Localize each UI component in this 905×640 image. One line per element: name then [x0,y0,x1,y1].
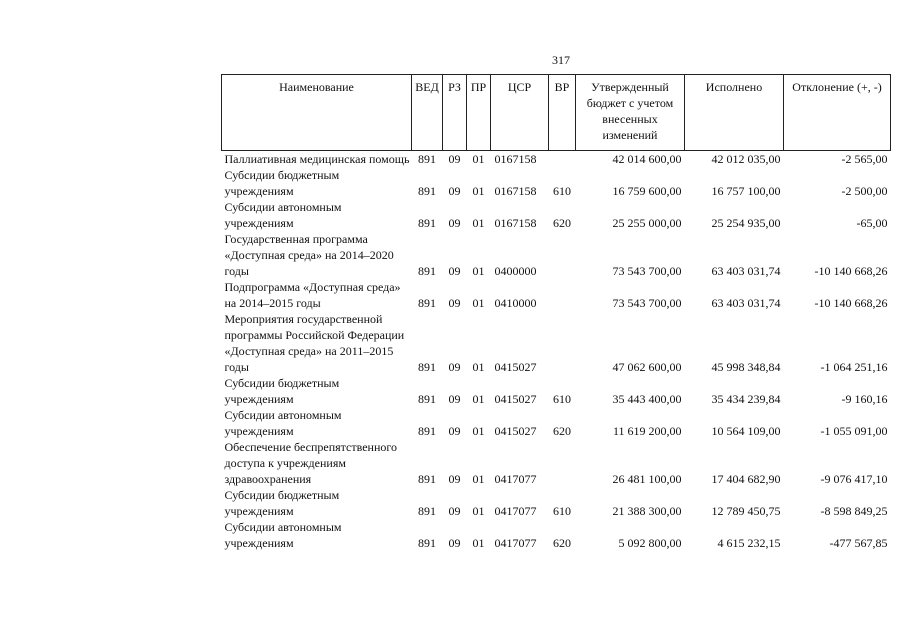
cell-rz: 09 [448,472,461,486]
cell-pr: 01 [472,152,485,166]
cell-rz: 09 [448,184,461,198]
table-row [222,151,891,168]
cell-deviation: -1 064 251,16 [820,360,888,374]
cell-name: Субсидии автономным учреждениям [224,520,342,550]
cell-executed: 10 564 109,00 [711,424,781,438]
cell-executed: 35 434 239,84 [711,392,781,406]
cell-rz: 09 [448,360,461,374]
cell-approved: 26 481 100,00 [612,472,682,486]
cell-approved: 16 759 600,00 [612,184,682,198]
cell-rz: 09 [448,152,461,166]
cell-vr [549,279,576,311]
header-executed: Исполнено [685,75,784,151]
cell-vr: 620 [553,424,571,438]
cell-executed: 12 789 450,75 [711,504,781,518]
cell-pr: 01 [472,184,485,198]
cell-ved: 891 [418,184,436,198]
cell-name: Обеспечение беспрепятственного доступа к учреждениям здравоохранения [224,440,397,486]
cell-ved: 891 [418,472,436,486]
table-row [222,167,891,199]
cell-ved: 891 [418,216,436,230]
cell-deviation: -65,00 [856,216,888,230]
cell-executed: 4 615 232,15 [717,536,781,550]
cell-pr: 01 [472,536,485,550]
cell-csr: 0417077 [494,472,537,486]
cell-vr: 610 [553,392,571,406]
cell-csr: 0410000 [494,296,537,310]
cell-executed: 25 254 935,00 [711,216,781,230]
cell-csr: 0417077 [494,536,537,550]
cell-approved: 5 092 800,00 [618,536,682,550]
cell-vr: 620 [553,216,571,230]
table-row [222,439,891,487]
cell-ved: 891 [418,296,436,310]
cell-approved: 47 062 600,00 [612,360,682,374]
cell-rz: 09 [448,264,461,278]
cell-csr: 0415027 [494,424,537,438]
header-ved: ВЕД [412,75,443,151]
cell-approved: 42 014 600,00 [612,152,682,166]
cell-deviation: -2 500,00 [841,184,888,198]
table-row [222,407,891,439]
header-rz: РЗ [443,75,467,151]
cell-rz: 09 [448,296,461,310]
cell-csr: 0417077 [494,504,537,518]
cell-pr: 01 [472,296,485,310]
cell-pr: 01 [472,360,485,374]
cell-name: Субсидии автономным учреждениям [224,200,342,230]
cell-executed: 45 998 348,84 [711,360,781,374]
cell-ved: 891 [418,152,436,166]
cell-rz: 09 [448,392,461,406]
header-pr: ПР [467,75,491,151]
cell-vr [549,311,576,375]
cell-deviation: -9 160,16 [841,392,888,406]
cell-ved: 891 [418,392,436,406]
cell-executed: 63 403 031,74 [711,264,781,278]
header-deviation: Отклонение (+, -) [784,75,891,151]
cell-csr: 0400000 [494,264,537,278]
cell-vr: 610 [553,504,571,518]
cell-approved: 11 619 200,00 [612,424,682,438]
cell-name: Субсидии бюджетным учреждениям [224,376,340,406]
cell-deviation: -477 567,85 [829,536,888,550]
cell-deviation: -2 565,00 [841,152,888,166]
cell-vr [549,151,576,168]
cell-ved: 891 [418,536,436,550]
budget-table [221,74,891,551]
table-body [222,151,891,552]
cell-deviation: -8 598 849,25 [820,504,888,518]
cell-pr: 01 [472,264,485,278]
cell-rz: 09 [448,504,461,518]
header-csr: ЦСР [491,75,549,151]
cell-rz: 09 [448,424,461,438]
cell-name: Государственная программа «Доступная среда» на 2014–2020 годы [224,232,394,278]
cell-pr: 01 [472,424,485,438]
cell-csr: 0415027 [494,360,537,374]
cell-approved: 73 543 700,00 [612,296,682,310]
page-number: 317 [552,53,570,67]
table-row [222,375,891,407]
cell-approved: 35 443 400,00 [612,392,682,406]
cell-rz: 09 [448,216,461,230]
cell-name: Подпрограмма «Доступная среда» на 2014–2015 годы [224,280,401,310]
cell-ved: 891 [418,424,436,438]
cell-vr [549,439,576,487]
table-row [222,279,891,311]
cell-deviation: -10 140 668,26 [814,264,888,278]
cell-csr: 0415027 [494,392,537,406]
header-name: Наименование [222,75,412,151]
cell-executed: 16 757 100,00 [711,184,781,198]
cell-pr: 01 [472,216,485,230]
cell-vr: 610 [553,184,571,198]
table-row [222,311,891,375]
cell-executed: 17 404 682,90 [711,472,781,486]
table-row [222,487,891,519]
cell-deviation: -10 140 668,26 [814,296,888,310]
table-row [222,199,891,231]
cell-ved: 891 [418,264,436,278]
table-row [222,519,891,551]
cell-executed: 42 012 035,00 [711,152,781,166]
cell-approved: 73 543 700,00 [612,264,682,278]
cell-deviation: -1 055 091,00 [820,424,888,438]
table-header-row [222,75,891,151]
cell-csr: 0167158 [494,152,537,166]
cell-pr: 01 [472,472,485,486]
cell-name: Паллиативная медицинская помощь [224,152,410,166]
cell-name: Субсидии бюджетным учреждениям [224,168,340,198]
cell-rz: 09 [448,536,461,550]
cell-approved: 21 388 300,00 [612,504,682,518]
cell-vr: 620 [553,536,571,550]
cell-pr: 01 [472,504,485,518]
cell-executed: 63 403 031,74 [711,296,781,310]
cell-name: Мероприятия государственной программы Российской Федерации «Доступная среда» на 2011–2015 годы [224,312,405,374]
cell-ved: 891 [418,504,436,518]
cell-csr: 0167158 [494,184,537,198]
cell-name: Субсидии автономным учреждениям [224,408,342,438]
cell-ved: 891 [418,360,436,374]
cell-csr: 0167158 [494,216,537,230]
header-vr: ВР [549,75,576,151]
cell-deviation: -9 076 417,10 [820,472,888,486]
cell-pr: 01 [472,392,485,406]
header-approved: Утвержденный бюджет с учетом внесенных изменений [576,75,685,151]
cell-name: Субсидии бюджетным учреждениям [224,488,340,518]
cell-vr [549,231,576,279]
cell-approved: 25 255 000,00 [612,216,682,230]
table-row [222,231,891,279]
